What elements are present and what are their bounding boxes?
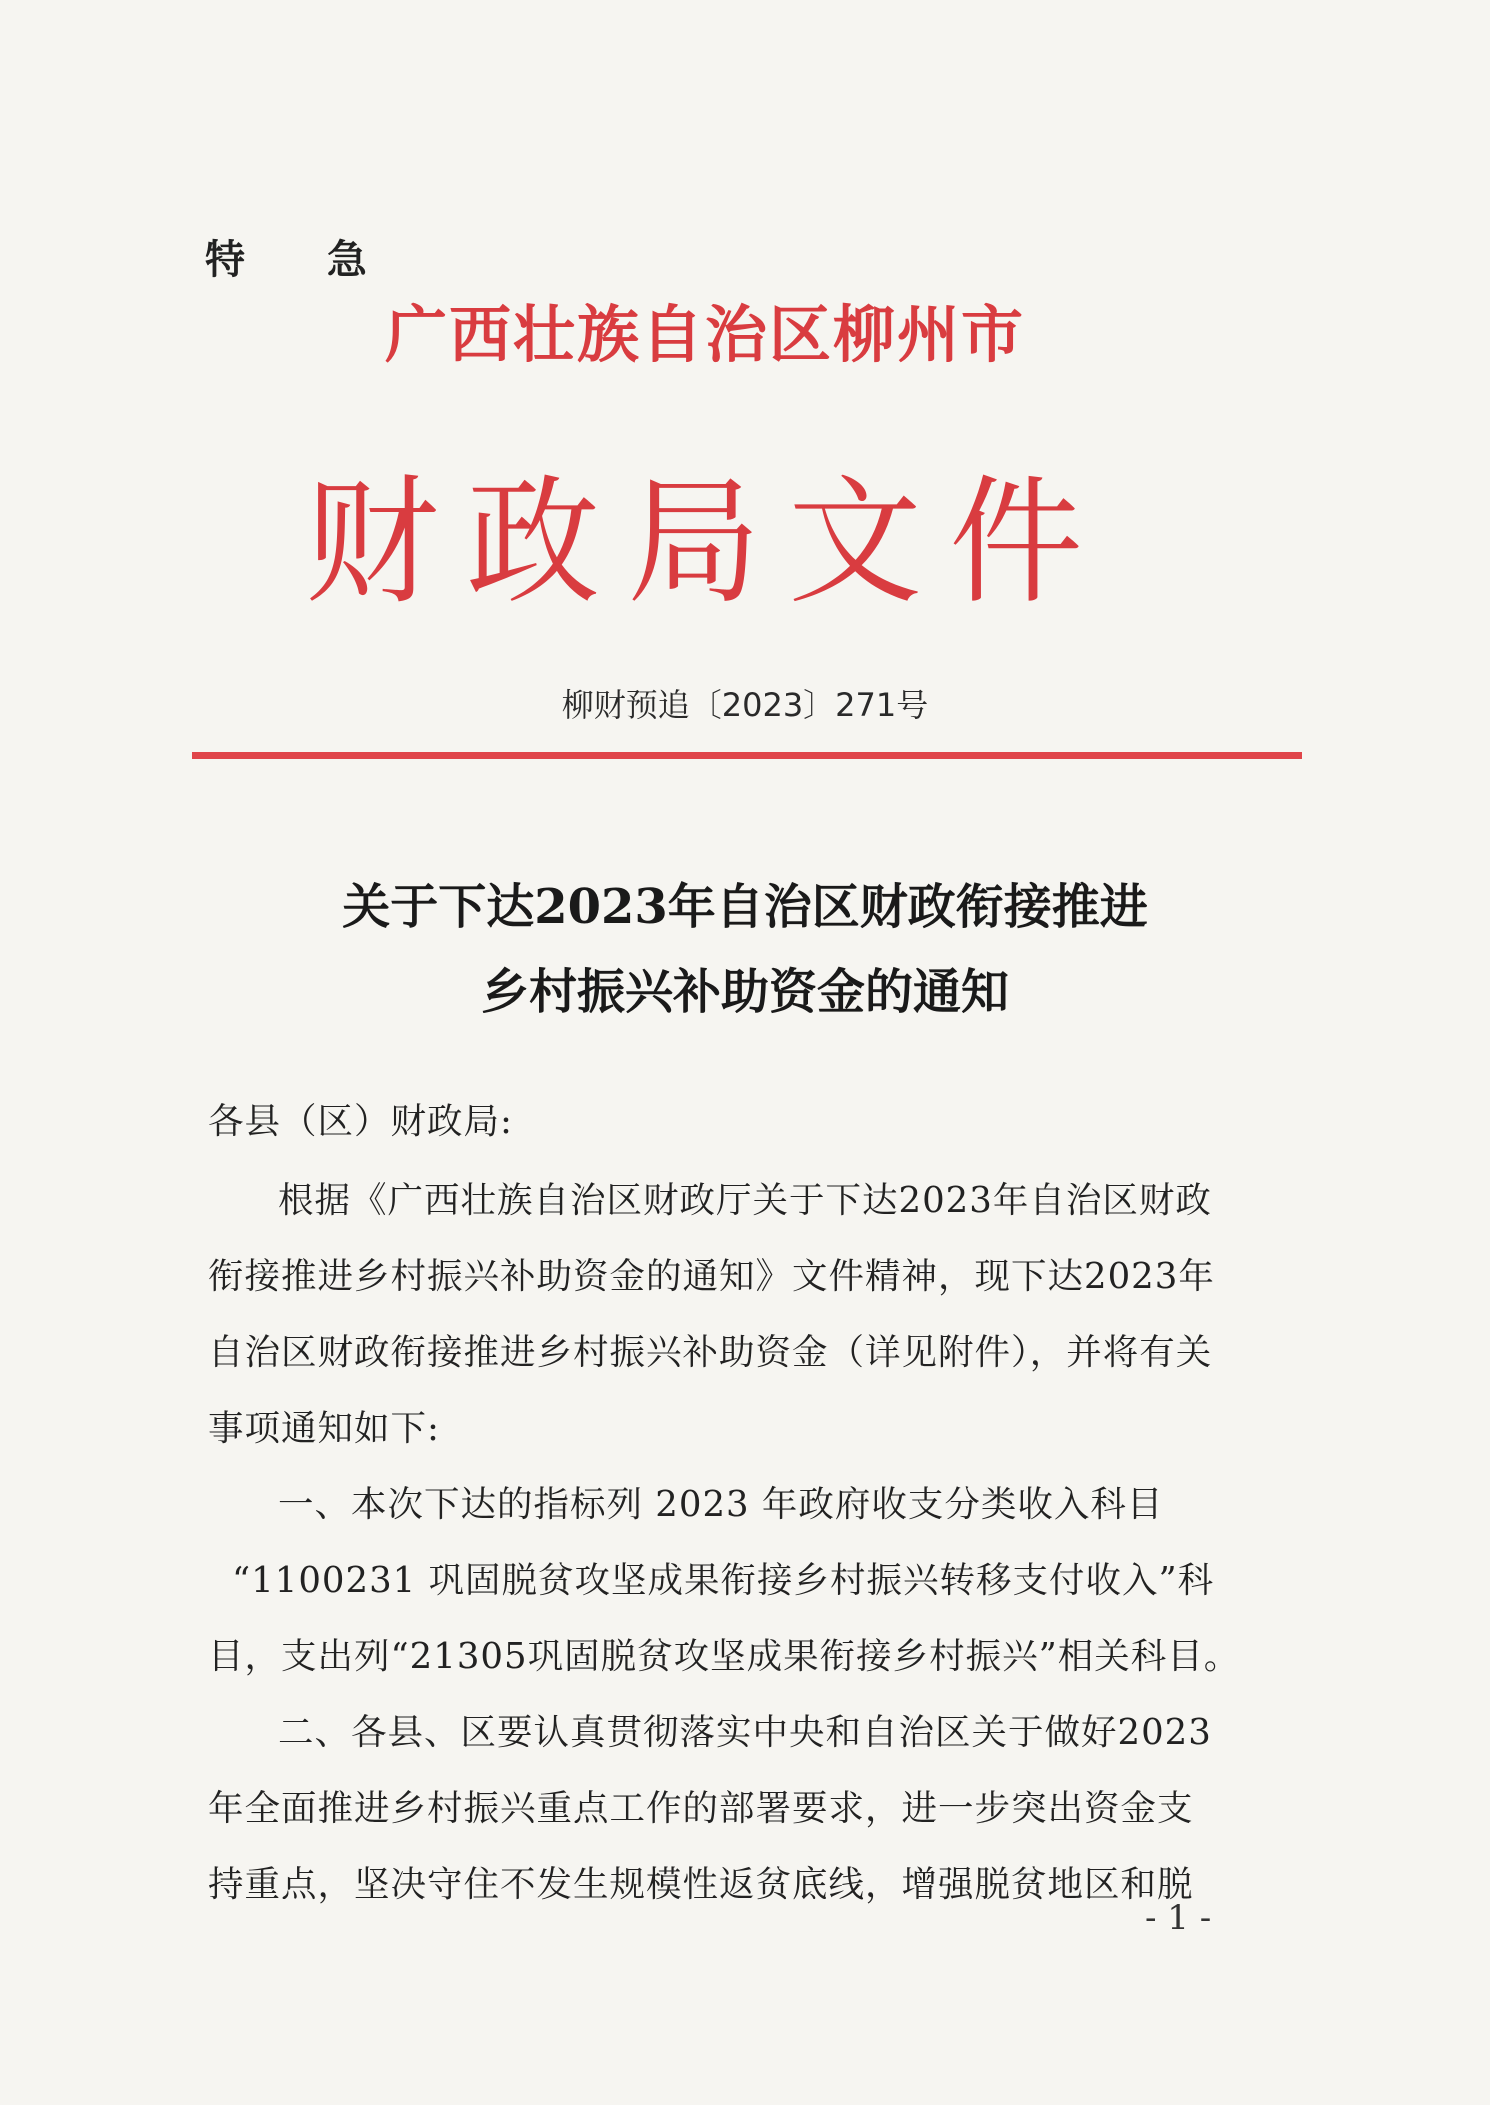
salutation: 各县（区）财政局: bbox=[208, 1101, 513, 1142]
document-title-line-2: 乡村振兴补助资金的通知 bbox=[480, 964, 1009, 1020]
document-number: 柳财预追〔2023〕271号 bbox=[561, 686, 929, 724]
page-number: - 1 - bbox=[1145, 1898, 1212, 1938]
body-line: “1100231 巩固脱贫攻坚成果衔接乡村振兴转移支付收入”科 bbox=[232, 1560, 1215, 1601]
urgency-label: 特 急 bbox=[205, 237, 401, 283]
body-line: 一、本次下达的指标列 2023 年政府收支分类收入科目 bbox=[278, 1484, 1164, 1525]
issuer-name-line: 广西壮族自治区柳州市 bbox=[385, 298, 1026, 371]
body-line: 事项通知如下: bbox=[208, 1408, 440, 1449]
issuer-document-heading: 财政局文件 bbox=[305, 462, 1111, 623]
body-line: 根据《广西壮族自治区财政厅关于下达2023年自治区财政 bbox=[278, 1180, 1212, 1221]
body-line: 目，支出列“21305巩固脱贫攻坚成果衔接乡村振兴”相关科目。 bbox=[208, 1636, 1241, 1677]
body-line: 自治区财政衔接推进乡村振兴补助资金（详见附件），并将有关 bbox=[208, 1332, 1213, 1373]
body-line: 年全面推进乡村振兴重点工作的部署要求，进一步突出资金支 bbox=[208, 1788, 1194, 1829]
document-title-line-1: 关于下达2023年自治区财政衔接推进 bbox=[342, 879, 1148, 935]
body-line: 衔接推进乡村振兴补助资金的通知》文件精神，现下达2023年 bbox=[208, 1256, 1215, 1297]
body-line: 持重点，坚决守住不发生规模性返贫底线，增强脱贫地区和脱 bbox=[208, 1864, 1194, 1905]
body-line: 二、各县、区要认真贯彻落实中央和自治区关于做好2023 bbox=[278, 1712, 1212, 1753]
red-divider-line bbox=[192, 752, 1302, 759]
